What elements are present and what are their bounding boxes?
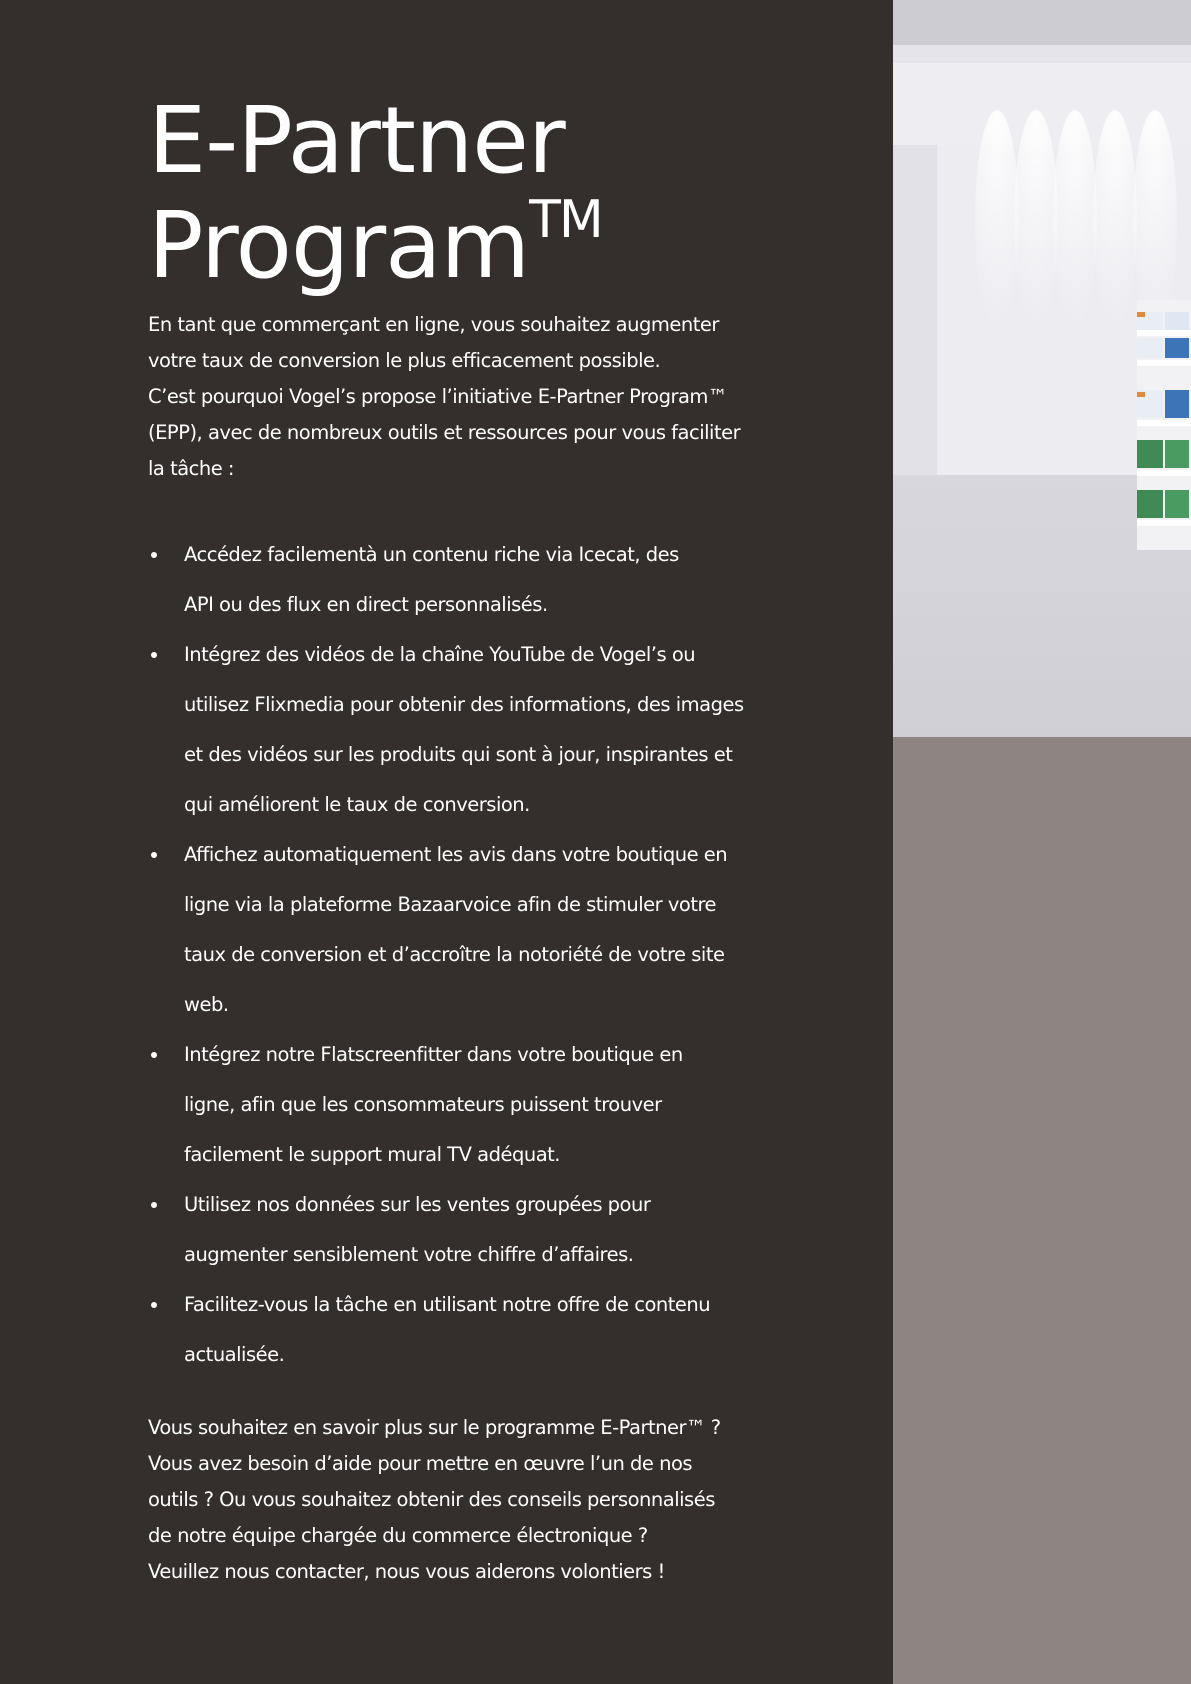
title-line-1: E-Partner xyxy=(148,87,565,194)
page-title xyxy=(148,88,602,313)
intro-line: la tâche : xyxy=(148,457,235,480)
intro-paragraph xyxy=(148,307,768,487)
outro-line: de notre équipe chargée du commerce électronique ? xyxy=(148,1524,648,1547)
list-item-line: utilisez Flixmedia pour obtenir des informations, des images xyxy=(184,693,744,716)
list-item xyxy=(148,1030,788,1180)
list-item-line: facilement le support mural TV adéquat. xyxy=(184,1143,560,1166)
list-item-line: Accédez facilementà un contenu riche via Icecat, des xyxy=(184,543,679,566)
intro-line: (EPP), avec de nombreux outils et ressources pour vous faciliter xyxy=(148,421,741,444)
list-item xyxy=(148,830,788,1030)
intro-line: En tant que commerçant en ligne, vous souhaitez augmenter xyxy=(148,313,719,336)
store-interior-illustration xyxy=(893,0,1191,737)
list-item xyxy=(148,530,788,630)
list-item-line: Intégrez des vidéos de la chaîne YouTube de Vogel’s ou xyxy=(184,643,696,666)
list-item-line: Intégrez notre Flatscreenfitter dans votre boutique en xyxy=(184,1043,683,1066)
intro-line: C’est pourquoi Vogel’s propose l’initiative E-Partner Program™ xyxy=(148,385,727,408)
list-item-line: web. xyxy=(184,993,229,1016)
list-item-line: Facilitez-vous la tâche en utilisant notre offre de contenu xyxy=(184,1293,711,1316)
outro-line: Vous avez besoin d’aide pour mettre en œuvre l’un de nos xyxy=(148,1452,693,1475)
list-item-line: actualisée. xyxy=(184,1343,285,1366)
list-item xyxy=(148,1180,788,1280)
list-item-line: qui améliorent le taux de conversion. xyxy=(184,793,530,816)
outro-line: Veuillez nous contacter, nous vous aiderons volontiers ! xyxy=(148,1560,665,1583)
list-item-line: augmenter sensiblement votre chiffre d’affaires. xyxy=(184,1243,634,1266)
feature-list xyxy=(148,530,788,1380)
list-item-line: Affichez automatiquement les avis dans votre boutique en xyxy=(184,843,728,866)
trademark-mark: TM xyxy=(529,190,602,250)
list-item xyxy=(148,1280,788,1380)
list-item-line: Utilisez nos données sur les ventes groupées pour xyxy=(184,1193,651,1216)
list-item-line: ligne, afin que les consommateurs puissent trouver xyxy=(184,1093,662,1116)
contact-paragraph xyxy=(148,1410,788,1590)
list-item-line: ligne via la plateforme Bazaarvoice afin de stimuler votre xyxy=(184,893,717,916)
list-item-line: taux de conversion et d’accroître la notoriété de votre site xyxy=(184,943,725,966)
outro-line: Vous souhaitez en savoir plus sur le programme E-Partner™ ? xyxy=(148,1416,721,1439)
list-item-line: API ou des flux en direct personnalisés. xyxy=(184,593,548,616)
intro-line: votre taux de conversion le plus efficacement possible. xyxy=(148,349,661,372)
title-line-2 xyxy=(148,190,602,313)
store-interior-image xyxy=(893,0,1191,737)
list-item-line: et des vidéos sur les produits qui sont à jour, inspirantes et xyxy=(184,743,733,766)
outro-line: outils ? Ou vous souhaitez obtenir des conseils personnalisés xyxy=(148,1488,715,1511)
list-item xyxy=(148,630,788,830)
title-line-2-text: Program xyxy=(148,192,530,299)
